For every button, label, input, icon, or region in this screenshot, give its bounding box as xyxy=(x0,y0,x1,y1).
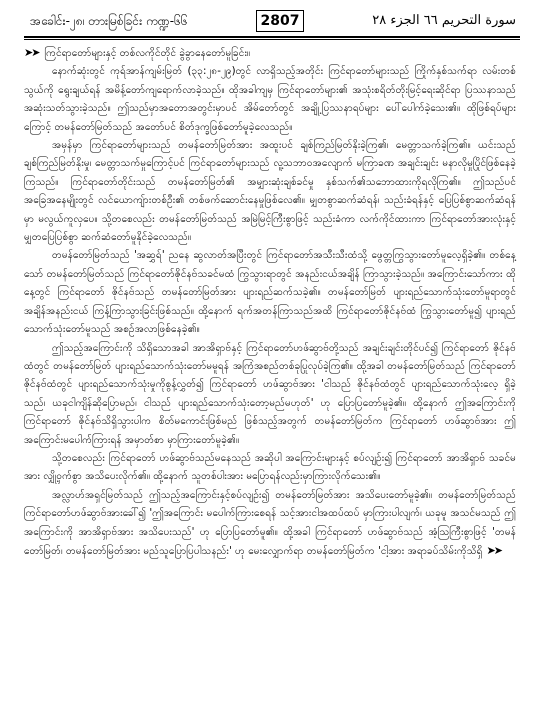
paragraph: ဤသည့်အကြောင်းကို သိရှိသောအခါ အာအိရှာဗ်နှင့် ကြင်ရာတော်ဟဖ်ဆွာဗ်တို့သည် အချင်းချင်းတိုင်ပင်၍ ကြင်ရာတော် ဇိုင်နဗ်ထံတွင် တမန်တော်မြတ် ပျားရည်သောက်သုံးတော်မမူရန် အကြံအစည်တစ်ခုပြုလုပ်ခဲ့ကြ၏။ ထို့အခါ တမန်တော်မြတ်သည် ကြင်ရာတော် ဇိုင်နဗ်ထံတွင် ပျားရည်သောက်သုံးမှုကိုစွန့်လွှတ်၍ ကြင်ရာတော် ဟဖ်ဆွာဗ်အား 'ငါသည် ဇိုင်နဗ်ထံတွင် ပျားရည်သောက်သုံးလေ့ ရှိခဲ့သည်၊ ယခုငါကျိန်ဆိုပြောမည်၊ ငါသည် ပျားရည်သောက်သုံးတော့မည်မဟုတ်' ဟု ပြောပြတော်မူခဲ့၏။ ထို့နောက် ဤအကြောင်းကို ကြင်ရာတော် ဇိုင်နဗ်သိရှိသွားပါက စိတ်မကောင်းဖြစ်မည် ဖြစ်သည့်အတွက် တမန်တော်မြတ်က ကြင်ရာတော် ဟဖ်ဆွာဗ်အား ဤအကြောင်းမပေါက်ကြားရန် အမှာတ်စာ မှာကြားတော်မူခဲ့၏။ xyxy=(24,342,516,446)
page-header xyxy=(24,8,520,34)
continue-arrow-icon: ➤➤ xyxy=(486,543,501,557)
body-text xyxy=(24,44,516,561)
double-arrow-icon: ➤➤ xyxy=(24,46,39,59)
paragraph: သို့တစေလည်း ကြင်ရာတော် ဟဖ်ဆွာဗ်သည်မနေသည် အဆိုပါ အကြောင်းများနှင့် စပ်လျဉ်း၍ ကြင်ရာတော် အာအိရှာဗ် သခင်မအား လျှို့ဝှက်စွာ အသိပေးလိုက်၏။ ထို့နောက် သူတစ်ပါးအား မပြောရန်လည်းမှာကြားလိုက်သေး၏။ xyxy=(24,452,516,483)
header-left-title: အခေါင်း-၂၈၊ တားမြစ်ခြင်း ကဏ္ဍ-၆၆ xyxy=(30,14,188,28)
header-right-title: سورة التحريم ٦٦ الجزء ٢٨ xyxy=(372,13,516,28)
paragraph: နောက်ဆုံးတွင် ကုရ်အာန်ကျမ်းမြတ် (၃၃:၂၈-၂၉)တွင် လာရှိသည့်အတိုင်း ကြင်ရာတော်များသည် ကြိုက်နှစ်သက်ရာ လမ်းတစ်သွယ်ကို ရွေးချယ်ရန် အမိန့်တော်ကျရောက်လာခဲ့သည်။ ထိုအခါကျမှ ကြင်ရာတော်များ၏ အသုံးစရိတ်တိုးမြင့်ရေးဆိုင်ရာ ပြဿနာသည် အဆုံးသတ်သွားခဲ့သည်။ ဤသည်မှာအတောအတွင်းမှာပင် အိမ်တော်တွင် အချို့ပြဿနာရပ်များ ပေါ်ပေါက်ခဲ့သေး၏။ ထိုဖြစ်ရပ်များကြောင့် တမန်တော်မြတ်သည် အတော်ပင် စိတ်ဒုက္ခဖြစ်တော်မူခဲ့လေသည်။ xyxy=(24,66,516,133)
heading-text: ကြင်ရာတော်များနှင့် တစ်လကိုင်တိုင် ခွဲခွာနေတော်မူခြင်း။ xyxy=(44,48,251,59)
section-heading xyxy=(24,44,516,63)
paragraph: တမန်တော်မြတ်သည် 'အဆွှရ်' ညနေ ဆွလာတ်အပြီးတွင် ကြင်ရာတော်အသီးသီးထံသို့ ဖွေတ္တကြွသွားတော်မူလေ့ရှိခဲ့၏။ တစ်နေ့သော် တမန်တော်မြတ်သည် ကြင်ရာတော်ဇိုင်နဗ်သခင်မထံ ကြွသွားရာတွင် အနည်းငယ်အချိန် ကြာသွားခဲ့သည်။ အကြောင်းသော်ကား ထိုနေ့တွင် ကြင်ရာတော် ဇိုင်နဗ်သည် တမန်တော်မြတ်အား ပျားရည်ဆက်သခဲ့၏။ တမန်တော်မြတ် ပျားရည်သောက်သုံးတော်မူရာတွင် အချိန်အနည်းငယ် ကြန့်ကြာသွားခြင်းဖြစ်သည်။ ထို့နောက် ရက်အတန်ကြာသည်အထိ ကြင်ရာတော်ဇိုင်နဗ်ထံ ကြွသွားတော်မူ၍ ပျားရည်သောက်သုံးတော်မူသည် အစဉ်အလာဖြစ်နေခဲ့၏။ xyxy=(24,250,516,336)
paragraph-last xyxy=(24,487,516,562)
header-rule-thick xyxy=(24,36,520,38)
page-number: 2807 xyxy=(256,10,304,32)
header-rule-thin xyxy=(24,39,520,40)
paragraph-text: အလ္လာဟ်အရှင်မြတ်သည် ဤသည့်အကြောင်းနှင့်စပ်လျဉ်း၍ တမန်တော်မြတ်အား အသိပေးတော်မူခဲ့၏။ တမန်တော်မြတ်သည် ကြင်ရာတော်ဟဖ်ဆွာဗ်အားခေါ်၍ 'ဤအကြောင်း မပေါက်ကြားစေရန် သင့်အားငါအထပ်ထပ် မှာကြားပါလျက်၊ ယခုမူ အသင်မသည် ဤအကြောင်းကို အာအိရှာဗ်အား အသိပေးသည်' ဟု ပြောပြတော်မူ၏။ ထို့အခါ ကြင်ရာတော် ဟဖ်ဆွာဗ်သည် အံ့သြကြီးစွာဖြင့် 'တမန်တော်မြတ်၊ တမန်တော်မြတ်အား မည်သူပြောပြပါသနည်း' ဟု မေးလျှောက်ရာ တမန်တော်မြတ်က 'ငါ့အား အရာခပ်သိမ်းကိုသိရှိ xyxy=(24,489,516,557)
paragraph: အမှန်မှာ ကြင်ရာတော်များသည် တမန်တော်မြတ်အား အထူးပင် ချစ်ကြည်မြတ်နိုးခဲ့ကြ၏၊ မေတ္တာသက်ခဲ့ကြ၏။ ယင်းသည် ချစ်ကြည်မြတ်နိုးမှု၊ မေတ္တာသက်မှုကြောင့်ပင် ကြင်ရာတော်များသည် လူ့သဘာဝအလျောက် မကြာခဏ အချင်းချင်း မနာလိုမှုပြိုင်ဖြစ်နေခဲ့ကြသည်။ ကြင်ရာတော်တိုင်းသည် တမန်တော်မြတ်၏ အမျှားဆုံးချစ်ခင်မှု နှစ်သက်၏သဘောထားကိုရလိုကြ၏။ ဤသည်ပင် အခြေအနေမျိုးတွင် လင်ယောကျ်ားတစ်ဦး၏ တစ်ဖက်ဆောင်းနေမှုဖြစ်လေ၏။ မျှတစွာဆက်ဆံရန်၊ သည်းခံရန်နှင့် ပြေပြစ်စွာဆက်ဆံရန်မှာ မလွယ်ကူလှပေ။ သို့တစေလည်း တမန်တော်မြတ်သည် အမြဲမြင့်ကြီးစွာဖြင့် သည်းခံကာ လက်ကိုင်ထားကာ ကြင်ရာတော်အားလုံးနှင့် မျှတပြေပြစ်စွာ ဆက်ဆံတော်မူနိုင်ခဲ့လေသည်။ xyxy=(24,140,516,244)
